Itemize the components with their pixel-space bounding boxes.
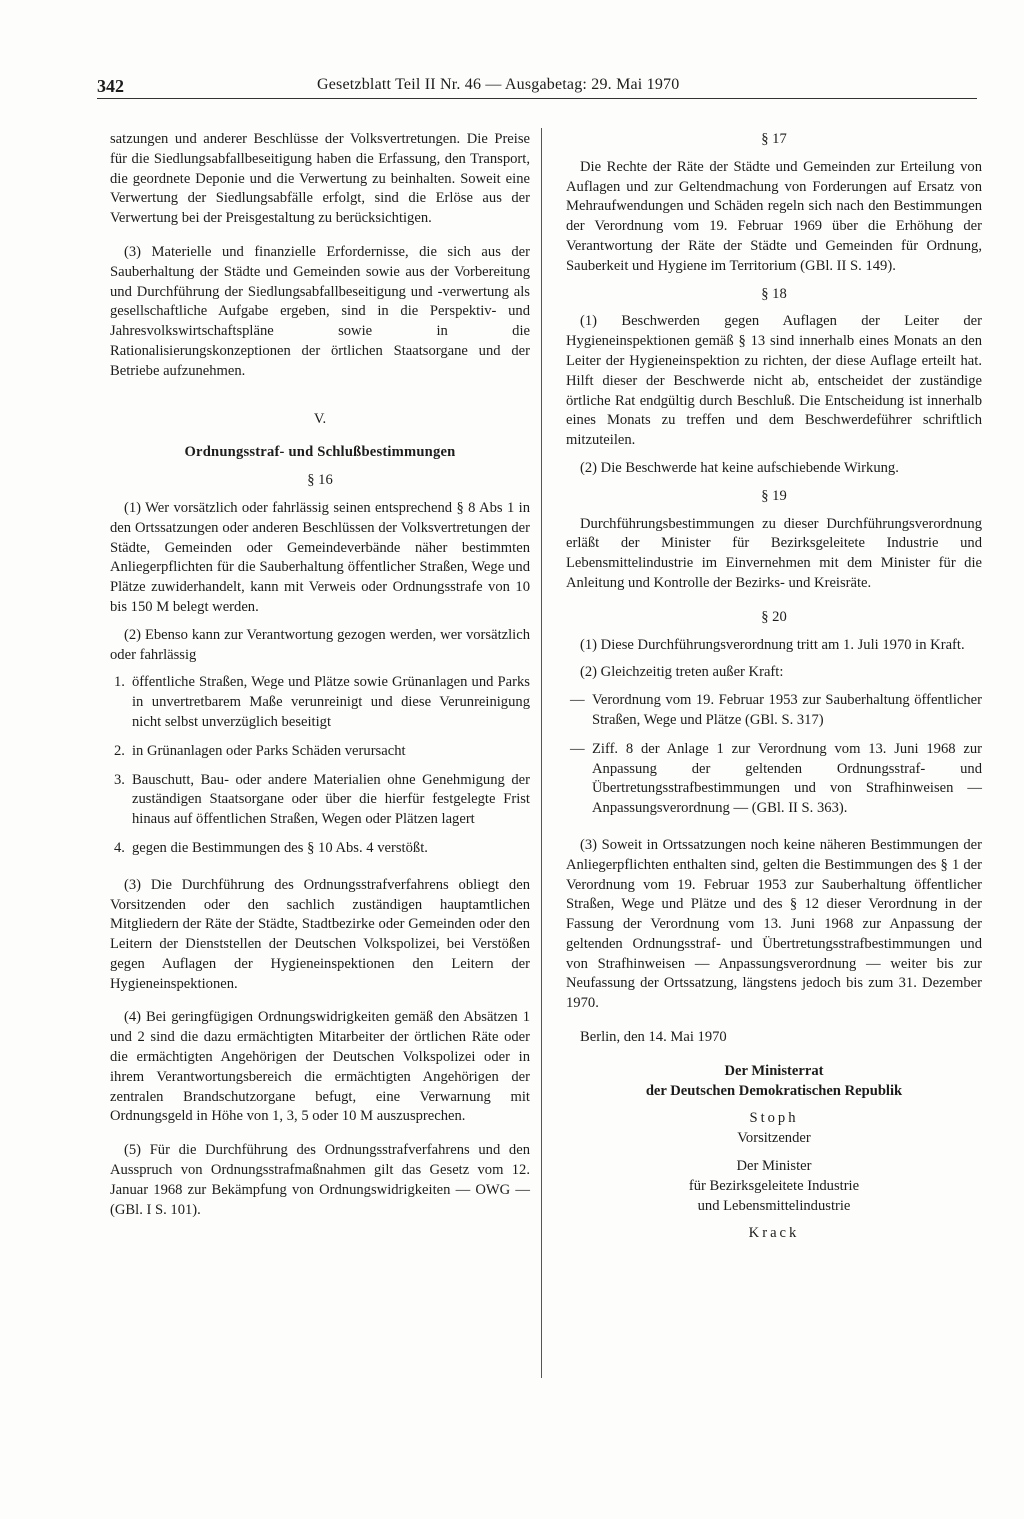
signatory-role-1: Vorsitzender <box>737 1130 811 1147</box>
list-item: 3. Bauschutt, Bau- oder andere Materialien ohne Genehmigung der zuständigen Staatsorgane oder über die hierfür festgelegte Frist hinaus auf öffentlichen Straßen, Wegen oder Plätzen lagert <box>114 771 530 828</box>
paragraph-15-3: (3) Materielle und finanzielle Erfordernisse, die sich aus der Sauberhaltung der Städte und Gemeinden sowie aus der Vorbereitung und Durchführung der Siedlungsabfallbeseitigung und -verwertung als gesellschaftliche Aufgabe ergeben, sind in die Perspektiv- und Jahresvolkswirtschaftspläne sowie in die Rationalisierungskonzeptionen der örtlichen Staatsorgane und der Betriebe aufzunehmen. <box>110 243 530 379</box>
list-item: 4. gegen die Bestimmungen des § 10 Abs. 4 verstößt. <box>114 839 428 856</box>
paragraph-18-1: (1) Beschwerden gegen Auflagen der Leiter der Hygieneinspektionen gemäß § 13 sind innerhalb eines Monats an den Leiter der Hygieneinspektion zu richten, der diese Auflage erteilt hat. Hilft dieser der Beschwerde nicht ab, entscheidet der zuständige örtliche Rat endgültig durch Beschluß. Die Entscheidung ist innerhalb eines Monats zu treffen und dem Beschwerdeführer schriftlich mitzuteilen. <box>566 313 982 449</box>
section-18-title: § 18 <box>761 285 787 302</box>
page-number: 342 <box>97 76 124 96</box>
paragraph-17: Die Rechte der Räte der Städte und Gemeinden zur Erteilung von Auflagen und zur Geltendmachung von Forderungen auf Ersatz von Mehraufwendungen und Schäden regeln sich nach den Bestimmungen der Verordnung vom 19. Februar 1969 über die Erhöhung der Verantwortung der Räte der Städte und Gemeinden für Ordnung, Sauberkeit und Hygiene im Territorium (GBl. II S. 149). <box>566 158 982 274</box>
signatory-role-2-line-1: Der Minister <box>736 1158 812 1175</box>
part-title: Ordnungsstraf- und Schlußbestimmungen <box>184 444 456 461</box>
signatory-org-line-1: Der Ministerrat <box>724 1062 824 1079</box>
paragraph-16-5: (5) Für die Durchführung des Ordnungsstrafverfahrens und den Ausspruch von Ordnungsstrafmaßnahmen gilt das Gesetz vom 12. Januar 1968 zur Bekämpfung von Ordnungswidrigkeiten — OWG — (GBl. I S. 101). <box>110 1142 530 1218</box>
place-date: Berlin, den 14. Mai 1970 <box>580 1029 727 1046</box>
intro-paragraph: satzungen und anderer Beschlüsse der Volksvertretungen. Die Preise für die Siedlungsabfallbeseitigung haben die Erfassung, den Transport, die geordnete Deponie und die Verwertung zu beinhalten. Soweit eine Verwertung der Siedlungsabfälle erfolgt, sind die Erlöse aus der Verwertung bei der Preisgestaltung zu berücksichtigen. <box>110 131 530 227</box>
paragraph-16-2: (2) Ebenso kann zur Verantwortung gezogen werden, wer vorsätzlich oder fahrlässig <box>110 626 530 663</box>
signatory-name-1: Stoph <box>749 1110 799 1127</box>
paragraph-19: Durchführungsbestimmungen zu dieser Durchführungsverordnung erläßt der Minister für Bezirksgeleitete Industrie und Lebensmittelindustrie im Einvernehmen mit dem Minister für die Anleitung und Kontrolle der Bezirks- und Kreisräte. <box>566 515 982 591</box>
right-column <box>566 130 982 1244</box>
left-column <box>110 130 530 1220</box>
signatory-role-2-line-3: und Lebensmittelindustrie <box>697 1197 851 1214</box>
list-item: 1. öffentliche Straßen, Wege und Plätze sowie Grünanlagen und Parks in unvertretbarem Maße verunreinigt und diese Verunreinigung nicht selbst unverzüglich beseitigt <box>114 674 530 730</box>
section-20-list <box>566 691 982 819</box>
page-header <box>97 74 977 99</box>
paragraph-16-4: (4) Bei geringfügigen Ordnungswidrigkeiten gemäß den Absätzen 1 und 2 sind die dazu ermächtigten Mitarbeiter der örtlichen Räte oder die ermächtigten Angehörigen der Deutschen Volkspolizei oder in ihrem Verantwortungsbereich die ermächtigten Angehörigen der zentralen Brandschutzorgane befugt, eine Verwarnung mit Ordnungsgeld in Höhe von 1, 3, 5 oder 10 M auszusprechen. <box>110 1009 530 1125</box>
list-item: — Ziff. 8 der Anlage 1 zur Verordnung vom 13. Juni 1968 zur Anpassung der geltenden Ordnungsstraf- und Übertretungsstrafbestimmungen und von Strafhinweisen — Anpassungsverordnung — (GBl. II S. 363). <box>570 740 982 817</box>
paragraph-20-1: (1) Diese Durchführungsverordnung tritt am 1. Juli 1970 in Kraft. <box>580 636 965 653</box>
list-item: 2. in Grünanlagen oder Parks Schäden verursacht <box>114 742 406 759</box>
signatory-org-line-2: der Deutschen Demokratischen Republik <box>645 1082 903 1099</box>
signatory-role-2-line-2: für Bezirksgeleitete Industrie <box>688 1177 860 1194</box>
paragraph-20-3: (3) Soweit in Ortssatzungen noch keine näheren Bestimmungen der Anliegerpflichten enthalten sind, gelten die Bestimmungen des § 1 der Verordnung vom 19. Februar 1953 zur Sauberhaltung öffentlicher Straßen, Wege und Plätze und des § 12 dieser Verordnung in der Fassung der Verordnung vom 13. Juni 1968 zur Anpassung der geltenden Ordnungsstraf- und Übertretungsstrafbestimmungen und von Strafhinweisen — Anpassungsverordnung — weiter bis zur Neufassung der Ortssatzung, längstens jedoch bis zum 31. Dezember 1970. <box>566 836 982 1012</box>
section-17-title: § 17 <box>761 131 787 147</box>
running-head: Gesetzblatt Teil II Nr. 46 — Ausgabetag: 29. Mai 1970 <box>317 76 680 93</box>
column-divider <box>541 128 542 1378</box>
list-item: — Verordnung vom 19. Februar 1953 zur Sauberhaltung öffentlicher Straßen, Wege und Plätze (GBl. S. 317) <box>570 692 982 728</box>
signatory-name-2: Krack <box>748 1225 800 1242</box>
section-16-title: § 16 <box>307 472 333 489</box>
paragraph-18-2: (2) Die Beschwerde hat keine aufschiebende Wirkung. <box>580 459 899 476</box>
section-19-title: § 19 <box>761 487 787 504</box>
paragraph-20-2: (2) Gleichzeitig treten außer Kraft: <box>580 664 784 681</box>
section-20-title: § 20 <box>761 608 787 625</box>
part-numeral: V. <box>313 410 327 427</box>
paragraph-16-1: (1) Wer vorsätzlich oder fahrlässig seinen entsprechend § 8 Abs 1 in den Ortssatzungen oder anderen Beschlüssen der Volksvertretungen der Städte, Gemeinden oder Gemeindeverbände näher bestimmten Anliegerpflichten für die Sauberhaltung öffentlicher Straßen, Wege und Plätze zuwiderhandelt, kann mit Verweis oder Ordnungsstrafe von 10 bis 150 M belegt werden. <box>110 499 530 615</box>
paragraph-16-3: (3) Die Durchführung des Ordnungsstrafverfahrens obliegt den Vorsitzenden oder den sachlich zuständigen hauptamtlichen Mitgliedern der Räte der Städte, Stadtbezirke oder Gemeinden oder den Leitern der Dienststellen der Deutschen Volkspolizei, bei Verstößen gegen Auflagen der Hygieneinspektionen den Leitern der Hygieneinspektionen. <box>110 876 530 992</box>
section-16-list <box>110 673 530 858</box>
